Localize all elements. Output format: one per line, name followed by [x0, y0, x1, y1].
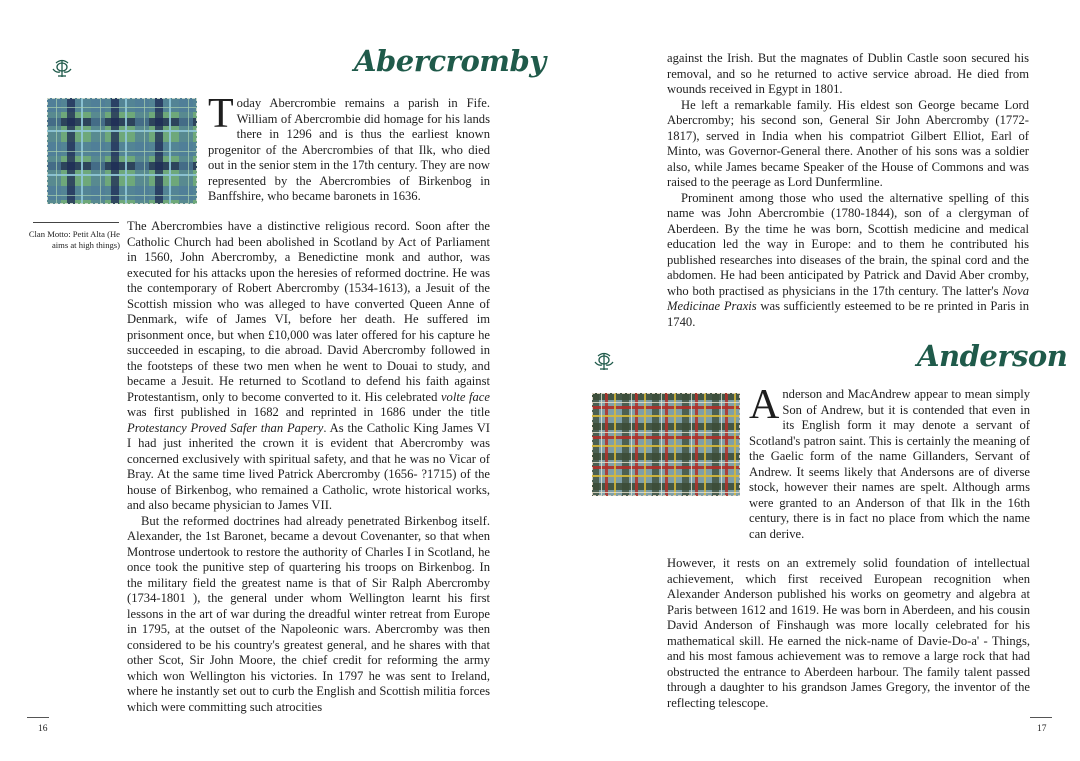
- abercromby-intro: Today Abercrombie remains a parish in Fife. William of Abercrombie did homage for his lands there in 1296 and is thus the earliest known progenitor of the Abercrombies of that Ilk, who died out in the senior stem in the 17th century. They are now represented by the Abercrombies of Birkenbog in Banffshire, who became baronets in 1636.: [208, 91, 490, 203]
- page-number: 17: [1037, 724, 1047, 734]
- clan-motto: Clan Motto: Petit Alta (He aims at high things): [28, 229, 120, 250]
- motto-rule: [33, 222, 119, 223]
- abercromby-continued: [667, 51, 1029, 330]
- drop-cap: A: [749, 382, 780, 428]
- body-paragraph: But the reformed doctrines had already penetrated Birkenbog itself. Alexander, the 1st Baronet, became a devout Covenanter, so that when Montrose undertook to restore the authority of Charles I in Scotland, he once took the punitive step of quartering his troops on Birkenbog. In the military field the greatest name is that of Sir Ralph Abercromby (1734-1801 ), the general under whom Wellington learnt his first lessons in the art of war during the dreadful winter retreat from Europe in 1795, at the outset of the Napoleonic wars. Abercromby was then considered to be his country's greatest general, and he shares with that other Scot, Sir John Moore, the chief credit for reforming the army which won Wellington his victories. In 1797 he was sent to Ireland, where he instantly set out to curb the English and Scottish militia forces which were committing such atrocities: [127, 513, 490, 714]
- body-paragraph: against the Irish. But the magnates of Dublin Castle soon secured his removal, and so he returned to active service abroad. He died from wounds received in Egypt in 1801.: [667, 51, 1029, 96]
- right-page: [540, 0, 1080, 761]
- abercromby-body: [127, 219, 490, 715]
- body-paragraph: He left a remarkable family. His eldest son George became Lord Abercromby; his second son, General Sir John Abercromby (1772-1817), served in India when his compatriot Gilbert Elliot, Earl of Minto, was Governor-General there. Another of his sons was a soldier also, while James became Speaker of the House of Commons and was raised to the peerage as Lord Dunfermline.: [667, 97, 1029, 189]
- anderson-body: [667, 556, 1030, 711]
- thistle-icon: [50, 56, 74, 80]
- body-paragraph: The Abercrombies have a distinctive religious record. Soon after the Catholic Church had been abolished in Scotland by Act of Parliament in 1560, John Abercromby, a Benedictine monk and author, was executed for his attacks upon the heresies of reformed doctrine. He was the contemporary of Robert Abercromby (1534-1613), a Jesuit of the Scottish mission who was alleged to have converted Queen Anne of Denmark, wife of James VI, before her death. He suffered im prisonment once, but when £10,000 was later offered for his capture he succeeded in escaping, to die abroad. David Abercromby followed in the footsteps of these two men when he went to Douai to study, and became a Jesuit. He returned to Scotland to defend his faith against Protestantism, only to become converted to it. His celebrated volte face was first published in 1682 and reprinted in 1686 under the title Protestancy Proved Safer than Papery. As the Catholic King James VI I had just inherited the crown it is evident that Abercromby was concerned exclusively with spiritual safety, and that he was no Vicar of Bray. At the same time lived Patrick Abercromby (1656- ?1715) of the house of Birkenbog, who remained a Catholic, wrote historical works, and also became physician to James VII.: [127, 219, 490, 512]
- anderson-tartan-swatch: [592, 393, 740, 496]
- page-rule: [27, 717, 49, 718]
- abercromby-tartan-swatch: [47, 98, 197, 204]
- abercromby-title: Abercromby: [354, 44, 546, 78]
- thistle-icon: [592, 349, 616, 373]
- anderson-intro: Anderson and MacAndrew appear to mean simply Son of Andrew, but it is contended that even in its English form it may denote a servant of Scotland's patron saint. This is certainly the meaning of the Gaelic form of the name Gillanders, Servant of Andrew. It seems likely that Andersons are of diverse stock, however their names are spelt. Although arms were granted to an Anderson of that Ilk in the 16th century, there is in fact no place from which the name can derive.: [749, 382, 1030, 541]
- page-rule: [1030, 717, 1052, 718]
- anderson-title: Anderson: [917, 339, 1068, 373]
- body-paragraph: However, it rests on an extremely solid foundation of intellectual achievement, which first received European recognition when Alexander Anderson published his works on geometry and algebra at Paris between 1612 and 1619. He was born in Aberdeen, and his cousin David Anderson of Finshaugh was more locally celebrated for his mathematical skill. He earned the nick-name of Davie-Do-a' - Things, and his most famous achievement was to remove a large rock that had obstructed the entrance to Aberdeen harbour. The family talent passed through a daughter to his grandson James Gregory, the inventor of the reflecting telescope.: [667, 556, 1030, 710]
- body-paragraph: Prominent among those who used the alternative spelling of this name was John Abercrombie (1780-1844), son of a clergyman of Aberdeen. By the time he was born, Scottish medicine and medical education led the way in Europe: and to them he contributed his published researches into diseases of the brain, the spinal cord and the abdomen. He had been anticipated by Patrick and David Aber cromby, who both practised as physicians in the 17th century. The latter's Nova Medicinae Praxis was sufficiently esteemed to be re printed in Paris in 1740.: [667, 190, 1029, 329]
- page-number: 16: [38, 724, 48, 734]
- drop-cap: T: [208, 91, 234, 137]
